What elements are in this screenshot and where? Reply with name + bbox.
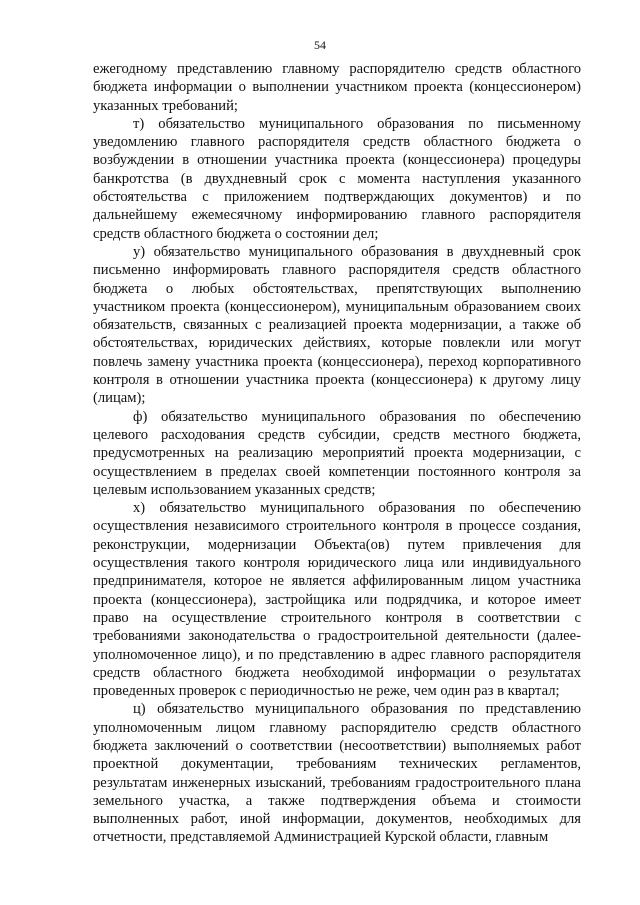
paragraph-kh: х) обязательство муниципального образования по обеспечению осуществления независимого строительного контроля в процессе создания, реконструкции, модернизации Объекта(ов) путем привлечения для осуществления такого контроля юридического лица или индивидуального предпринимателя, которое не является аффилированным лицом участника проекта (концессионера), застройщика или подрядчика, и которое имеет право на осуществление строительного контроля в соответствии с требованиями законодательства о градостроительной деятельности (далее-уполномоченное лицо), и по представлению в адрес главного распорядителя средств областного бюджета необходимой информации о результатах проведенных проверок с периодичностью не реже, чем один раз в квартал; (93, 500, 581, 700)
paragraph-t: т) обязательство муниципального образования по письменному уведомлению главного распорядителя средств областного бюджета о возбуждении в отношении участника проекта (концессионера) процедуры банкротства (в двухдневный срок с момента наступления указанного обстоятельства с приложением подтверждающих документов) и по дальнейшему ежемесячному информированию главного распорядителя средств областного бюджета о состоянии дел; (93, 115, 581, 242)
paragraph-ts: ц) обязательство муниципального образования по представлению уполномоченным лицом главному распорядителю средств областного бюджета заключений о соответствии (несоответствии) выполняемых работ проектной документации, требованиям технических регламентов, результатам инженерных изысканий, требованиям градостроительного плана земельного участка, а также подтверждения объема и стоимости выполненных работ, иной информации, документов, необходимых для отчетности, представляемой Администрацией Курской области, главным (93, 701, 581, 846)
paragraph-u: у) обязательство муниципального образования в двухдневный срок письменно информировать главного распорядителя средств областного бюджета о любых обстоятельствах, препятствующих выполнению участником проекта (концессионером), муниципальным образованием своих обязательств, связанных с реализацией проекта модернизации, а также об обстоятельствах, юридических действиях, которые повлекли или могут повлечь замену участника проекта (концессионера), переход корпоративного контроля в отношении участника проекта (концессионера) к другому лицу (лицам); (93, 243, 581, 407)
document-body (93, 60, 581, 847)
paragraph-continuation: ежегодному представлению главному распорядителю средств областного бюджета информации о выполнении участником проекта (концессионером) указанных требований; (93, 61, 581, 114)
page-number: 54 (314, 38, 326, 52)
paragraph-f: ф) обязательство муниципального образования по обеспечению целевого расходования средств субсидии, средств местного бюджета, предусмотренных на реализацию мероприятий проекта модернизации, с осуществлением в пределах своей компетенции постоянного контроля за целевым использованием указанных средств; (93, 408, 581, 498)
